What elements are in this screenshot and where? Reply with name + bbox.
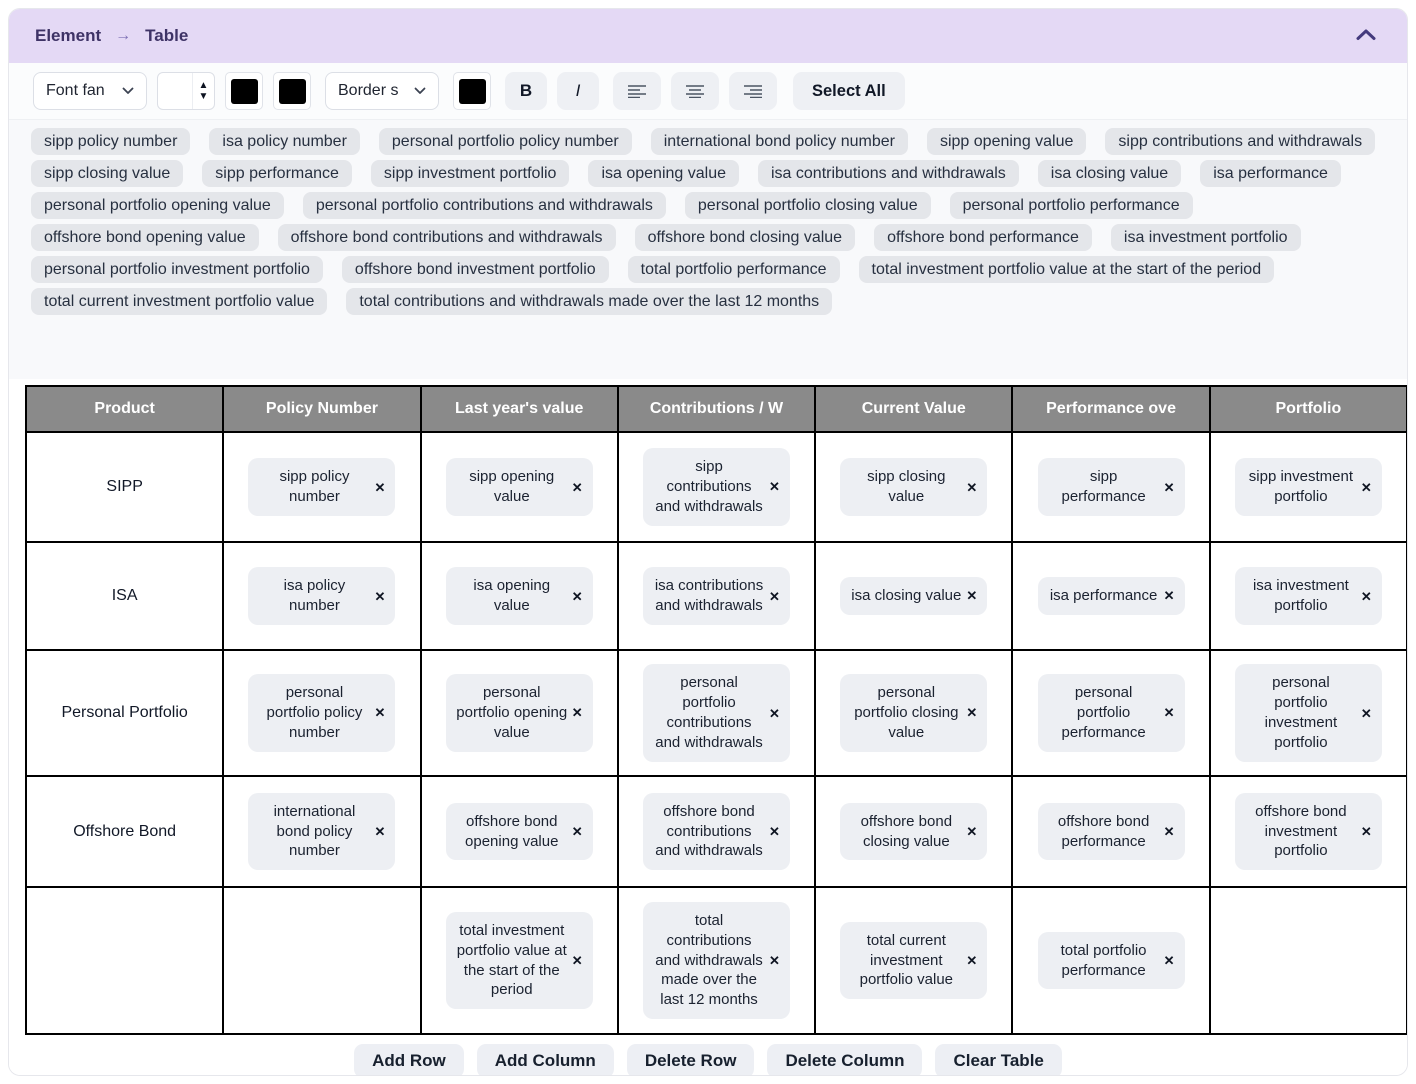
product-cell: Personal Portfolio — [26, 650, 223, 776]
column-header-policy-number: Policy Number — [223, 386, 420, 432]
breadcrumb-arrow-icon: → — [115, 27, 132, 44]
delete-row-button[interactable]: Delete Row — [627, 1044, 755, 1076]
breadcrumb-element[interactable]: Element — [35, 26, 102, 45]
mapped-field-chip[interactable] — [840, 674, 987, 751]
table-cell-empty[interactable] — [223, 887, 420, 1034]
remove-chip-icon[interactable]: ✕ — [1360, 823, 1372, 839]
table-cell[interactable] — [1012, 887, 1209, 1034]
remove-chip-icon[interactable]: ✕ — [374, 823, 386, 839]
remove-chip-icon[interactable]: ✕ — [966, 824, 978, 839]
mapped-field-chip[interactable] — [1235, 567, 1382, 625]
font-family-value: Font fan — [46, 82, 105, 99]
chip-label: isa performance — [1049, 587, 1158, 605]
chevron-up-icon — [1355, 28, 1377, 44]
field-tag[interactable]: personal portfolio opening value — [31, 192, 284, 219]
remove-chip-icon[interactable]: ✕ — [769, 479, 780, 495]
mapped-field-chip[interactable] — [643, 902, 790, 1019]
chip-label: offshore bond investment portfolio — [1255, 802, 1347, 860]
chip-label: total portfolio performance — [1060, 941, 1147, 979]
chip-label: sipp opening value — [469, 468, 555, 505]
chip-label: isa closing value — [851, 587, 962, 605]
remove-chip-icon[interactable]: ✕ — [571, 705, 583, 721]
add-row-button[interactable]: Add Row — [354, 1044, 464, 1076]
chip-label: personal portfolio performance — [1061, 684, 1146, 741]
table-cell[interactable] — [618, 432, 815, 542]
mapped-field-chip[interactable] — [1235, 664, 1382, 761]
bold-button[interactable]: B — [505, 72, 547, 110]
chip-label: isa policy number — [283, 577, 346, 614]
product-cell: Offshore Bond — [26, 776, 223, 887]
field-tag[interactable]: isa opening value — [588, 160, 739, 187]
mapped-field-chip[interactable] — [446, 458, 593, 516]
field-tag[interactable]: offshore bond performance — [874, 224, 1092, 251]
column-header-performance: Performance ove — [1012, 386, 1209, 432]
chevron-down-icon — [122, 82, 134, 100]
table-cell[interactable] — [618, 776, 815, 887]
table-cell[interactable] — [1210, 542, 1407, 650]
table-cell[interactable] — [421, 542, 618, 650]
delete-column-button[interactable]: Delete Column — [767, 1044, 922, 1076]
field-tag[interactable]: total portfolio performance — [628, 256, 840, 283]
table-cell[interactable] — [1012, 432, 1209, 542]
font-family-select[interactable] — [33, 72, 147, 110]
field-tag[interactable]: isa performance — [1200, 160, 1341, 187]
table-cell[interactable] — [815, 776, 1012, 887]
field-tag[interactable]: isa policy number — [209, 128, 360, 155]
mapped-field-chip[interactable] — [446, 803, 593, 861]
chip-label: total investment portfolio value at the start of the period — [456, 921, 567, 999]
mapped-field-chip[interactable] — [1038, 674, 1185, 751]
table-cell[interactable] — [223, 542, 420, 650]
remove-chip-icon[interactable]: ✕ — [769, 705, 780, 721]
table-cell[interactable] — [1012, 542, 1209, 650]
mapped-field-chip[interactable] — [1038, 803, 1185, 861]
table-row — [26, 887, 1407, 1034]
panel-header — [9, 9, 1407, 63]
chip-label: offshore bond opening value — [465, 812, 559, 850]
remove-chip-icon[interactable]: ✕ — [571, 588, 583, 604]
remove-chip-icon[interactable]: ✕ — [374, 588, 386, 604]
chip-label: personal portfolio investment portfolio — [1264, 674, 1338, 751]
mapped-field-chip[interactable] — [248, 567, 395, 625]
field-tag[interactable]: isa investment portfolio — [1111, 224, 1301, 251]
remove-chip-icon[interactable]: ✕ — [374, 705, 386, 721]
font-size-input[interactable] — [158, 73, 192, 109]
fill-color-picker[interactable] — [273, 72, 311, 110]
align-right-icon — [743, 84, 763, 98]
remove-chip-icon[interactable]: ✕ — [1360, 479, 1372, 495]
italic-button[interactable]: I — [557, 72, 599, 110]
mapped-field-chip[interactable] — [840, 922, 987, 999]
field-tag[interactable]: international bond policy number — [651, 128, 908, 155]
field-tag[interactable]: personal portfolio investment portfolio — [31, 256, 323, 283]
field-tag[interactable]: offshore bond opening value — [31, 224, 259, 251]
chip-label: personal portfolio closing value — [854, 684, 959, 741]
align-center-button[interactable] — [671, 72, 719, 110]
field-tag[interactable]: personal portfolio closing value — [685, 192, 931, 219]
field-tag[interactable]: offshore bond contributions and withdrawals — [278, 224, 616, 251]
table-cell[interactable] — [618, 542, 815, 650]
product-cell: SIPP — [26, 432, 223, 542]
field-tag[interactable]: total current investment portfolio value — [31, 288, 327, 315]
align-center-icon — [685, 84, 705, 98]
field-tag[interactable]: sipp opening value — [927, 128, 1086, 155]
font-size-stepper[interactable] — [157, 72, 215, 110]
chip-label: personal portfolio opening value — [456, 684, 568, 741]
align-right-button[interactable] — [729, 72, 777, 110]
table-cell[interactable] — [815, 887, 1012, 1034]
chip-label: offshore bond closing value — [860, 812, 953, 850]
spin-down-icon[interactable]: ▼ — [198, 90, 209, 102]
field-tag[interactable]: personal portfolio performance — [950, 192, 1193, 219]
table-element-editor-panel — [8, 8, 1408, 1076]
chip-label: offshore bond performance — [1057, 812, 1150, 850]
field-tag[interactable]: total investment portfolio value at the start of the period — [859, 256, 1275, 283]
table-actions-bar — [9, 1035, 1407, 1076]
mapped-field-chip[interactable] — [1038, 577, 1185, 615]
table-cell[interactable] — [1210, 776, 1407, 887]
collapse-panel-button[interactable] — [1351, 24, 1381, 48]
remove-chip-icon[interactable]: ✕ — [571, 824, 583, 839]
remove-chip-icon[interactable]: ✕ — [571, 953, 583, 968]
add-column-button[interactable]: Add Column — [477, 1044, 614, 1076]
border-color-picker[interactable] — [453, 72, 491, 110]
chip-label: isa investment portfolio — [1252, 577, 1349, 614]
table-cell[interactable] — [223, 650, 420, 776]
remove-chip-icon[interactable]: ✕ — [571, 479, 583, 495]
formatting-toolbar — [9, 63, 1407, 119]
field-tag[interactable]: offshore bond investment portfolio — [342, 256, 609, 283]
mapped-field-chip[interactable] — [643, 567, 790, 625]
field-tag[interactable]: sipp investment portfolio — [371, 160, 570, 187]
remove-chip-icon[interactable]: ✕ — [769, 588, 780, 604]
table-row — [26, 542, 1407, 650]
table-section — [9, 379, 1407, 1035]
border-style-select[interactable] — [325, 72, 439, 110]
table-row — [26, 432, 1407, 542]
breadcrumb-table: Table — [145, 26, 189, 45]
table-cell[interactable] — [421, 887, 618, 1034]
remove-chip-icon[interactable]: ✕ — [1163, 479, 1175, 495]
select-all-button[interactable]: Select All — [793, 72, 905, 110]
remove-chip-icon[interactable]: ✕ — [1163, 953, 1175, 968]
field-tag[interactable]: personal portfolio policy number — [379, 128, 632, 155]
mapped-field-chip[interactable] — [840, 458, 987, 516]
field-tag[interactable]: sipp contributions and withdrawals — [1105, 128, 1375, 155]
mapped-field-chip[interactable] — [840, 577, 987, 615]
align-left-button[interactable] — [613, 72, 661, 110]
table-cell[interactable] — [815, 542, 1012, 650]
table-cell[interactable] — [815, 432, 1012, 542]
remove-chip-icon[interactable]: ✕ — [769, 823, 780, 839]
field-tag[interactable]: sipp closing value — [31, 160, 183, 187]
chip-label: personal portfolio policy number — [266, 684, 363, 741]
mapped-field-chip[interactable] — [248, 458, 395, 516]
border-style-value: Border s — [338, 82, 399, 99]
table-row — [26, 650, 1407, 776]
chip-label: sipp contributions and withdrawals — [655, 458, 763, 515]
mapped-field-chip[interactable] — [248, 793, 395, 870]
remove-chip-icon[interactable]: ✕ — [1360, 588, 1372, 604]
table-cell[interactable] — [1210, 432, 1407, 542]
remove-chip-icon[interactable]: ✕ — [966, 705, 978, 721]
field-tag[interactable]: total contributions and withdrawals made over the last 12 months — [346, 288, 832, 315]
column-header-last-years-value: Last year's value — [421, 386, 618, 432]
remove-chip-icon[interactable]: ✕ — [374, 479, 386, 495]
mapped-field-chip[interactable] — [248, 674, 395, 751]
field-tag[interactable]: sipp performance — [202, 160, 352, 187]
field-tag[interactable]: isa closing value — [1038, 160, 1181, 187]
text-color-picker[interactable] — [225, 72, 263, 110]
table-cell[interactable] — [1210, 650, 1407, 776]
mapped-field-chip[interactable] — [643, 793, 790, 870]
chip-label: sipp performance — [1061, 468, 1146, 505]
table-row — [26, 776, 1407, 887]
mapped-field-chip[interactable] — [840, 803, 987, 861]
field-tag[interactable]: isa contributions and withdrawals — [758, 160, 1019, 187]
table-cell[interactable] — [421, 650, 618, 776]
mapped-field-chip[interactable] — [643, 448, 790, 525]
font-size-spin-buttons[interactable] — [192, 73, 214, 109]
remove-chip-icon[interactable]: ✕ — [1360, 705, 1372, 721]
table-cell[interactable] — [815, 650, 1012, 776]
column-header-contributions: Contributions / W — [618, 386, 815, 432]
column-header-portfolio: Portfolio — [1210, 386, 1407, 432]
fill-color-swatch — [279, 79, 306, 104]
align-left-icon — [627, 84, 647, 98]
remove-chip-icon[interactable]: ✕ — [966, 479, 978, 495]
spin-up-icon[interactable]: ▲ — [198, 79, 209, 91]
chip-label: sipp policy number — [279, 468, 350, 505]
mapped-field-chip[interactable] — [1235, 793, 1382, 870]
chip-label: offshore bond contributions and withdrawals — [655, 802, 763, 860]
border-color-swatch — [459, 79, 486, 104]
chevron-down-icon — [414, 82, 426, 100]
chip-label: isa opening value — [473, 577, 551, 614]
field-tag[interactable]: personal portfolio contributions and withdrawals — [303, 192, 666, 219]
product-cell — [26, 887, 223, 1034]
remove-chip-icon[interactable]: ✕ — [1163, 588, 1175, 604]
remove-chip-icon[interactable]: ✕ — [966, 588, 978, 604]
chip-label: sipp closing value — [867, 468, 946, 505]
chip-label: total current investment portfolio value — [859, 931, 954, 989]
field-tag[interactable]: offshore bond closing value — [635, 224, 856, 251]
table-cell[interactable] — [223, 432, 420, 542]
mapped-field-chip[interactable] — [1038, 932, 1185, 990]
mapped-field-chip[interactable] — [1038, 458, 1185, 516]
product-cell: ISA — [26, 542, 223, 650]
table-cell[interactable] — [421, 776, 618, 887]
mapped-field-chip[interactable] — [643, 664, 790, 761]
table-cell[interactable] — [1012, 776, 1209, 887]
clear-table-button[interactable]: Clear Table — [935, 1044, 1061, 1076]
remove-chip-icon[interactable]: ✕ — [1163, 824, 1175, 839]
column-header-current-value: Current Value — [815, 386, 1012, 432]
text-color-swatch — [231, 79, 258, 104]
table-cell[interactable] — [618, 887, 815, 1034]
chip-label: personal portfolio contributions and withdrawals — [655, 674, 763, 751]
chip-label: total contributions and withdrawals made over the last 12 months — [655, 912, 763, 1009]
table-header-row — [26, 386, 1407, 432]
field-tag[interactable]: sipp policy number — [31, 128, 190, 155]
remove-chip-icon[interactable]: ✕ — [1163, 705, 1175, 721]
table-cell[interactable] — [1012, 650, 1209, 776]
table-cell[interactable] — [421, 432, 618, 542]
chip-label: isa contributions and withdrawals — [654, 577, 764, 614]
field-tag-list — [9, 119, 1407, 379]
chip-label: sipp investment portfolio — [1248, 468, 1353, 505]
mapped-field-chip[interactable] — [446, 674, 593, 751]
table-cell[interactable] — [618, 650, 815, 776]
mapped-field-chip[interactable] — [446, 567, 593, 625]
table-cell-empty[interactable] — [1210, 887, 1407, 1034]
remove-chip-icon[interactable]: ✕ — [966, 952, 978, 968]
mapped-field-chip[interactable] — [1235, 458, 1382, 516]
table-cell[interactable] — [223, 776, 420, 887]
breadcrumb — [35, 26, 188, 46]
mapped-field-chip[interactable] — [446, 912, 593, 1009]
mapping-table — [25, 385, 1408, 1035]
chip-label: international bond policy number — [273, 802, 356, 860]
column-header-product: Product — [26, 386, 223, 432]
remove-chip-icon[interactable]: ✕ — [769, 952, 780, 968]
